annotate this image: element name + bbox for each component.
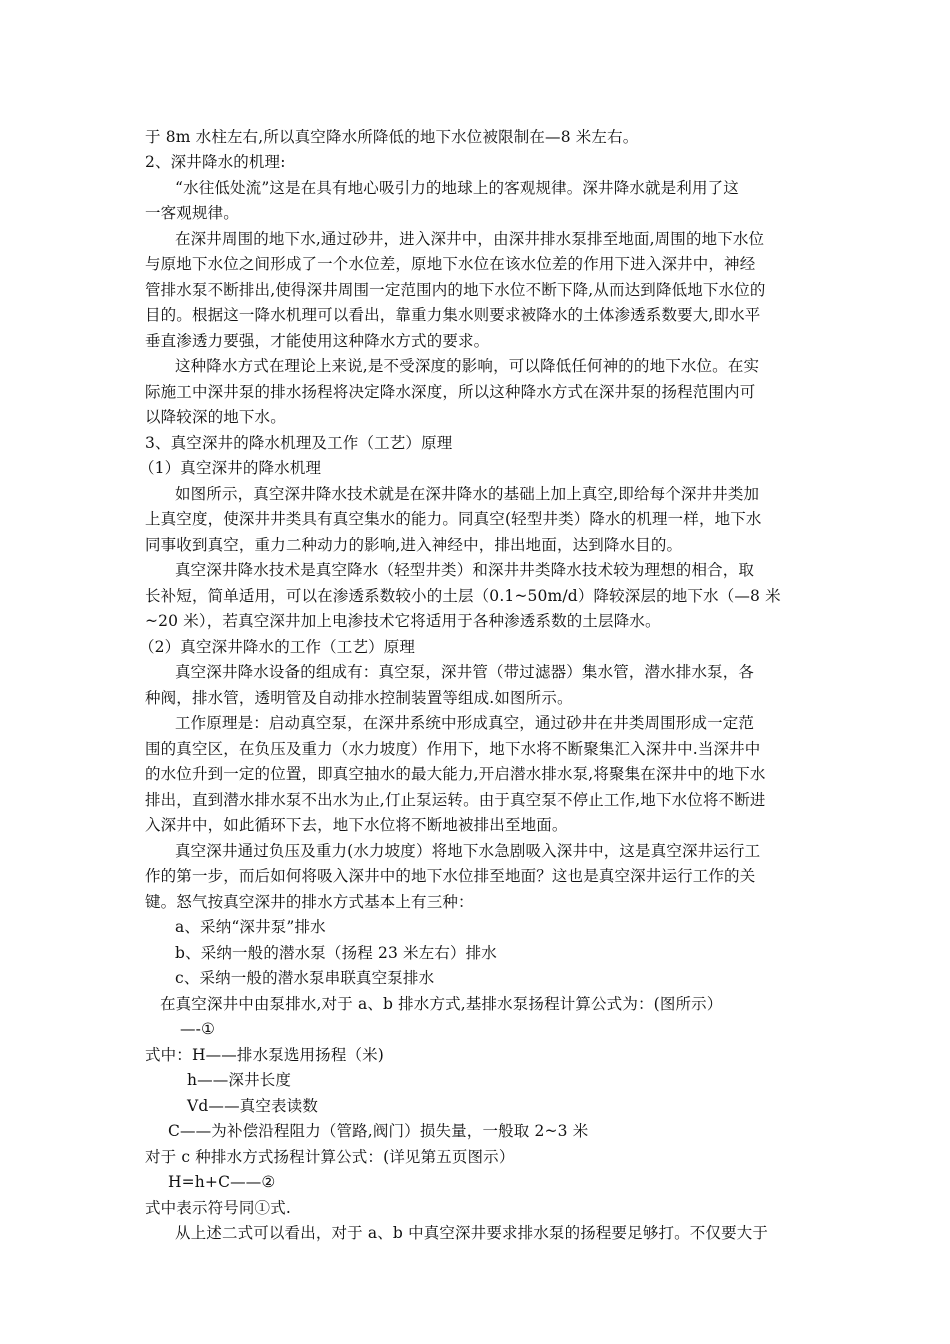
text-line: 从上述二式可以看出，对于 a、b 中真空深井要求排水泵的扬程要足够打。不仅要大于 (175, 1224, 769, 1242)
section-heading: 3、真空深井的降水机理及工作（工艺）原理 (145, 434, 453, 452)
text-line: 真空深井通过负压及重力(水力坡度）将地下水急剧吸入深井中，这是真空深井运行工 (175, 842, 761, 860)
text-line: h——深井长度 (187, 1071, 292, 1089)
text-line: 真空深井降水技术是真空降水（轻型井类）和深井井类降水技术较为理想的相合，取 (175, 561, 755, 579)
text-line: 入深井中，如此循环下去，地下水位将不断地被排出至地面。 (145, 816, 568, 834)
text-line: ~20 米），若真空深井加上电渗技术它将适用于各种渗透系数的土层降水。 (145, 612, 661, 630)
text-line: 在深井周围的地下水,通过砂井，进入深井中，由深井排水泵排至地面,周围的地下水位 (175, 230, 765, 248)
text-line: “水往低处流”这是在具有地心吸引力的地球上的客观规律。深井降水就是利用了这 (175, 179, 739, 197)
subsection-heading: （2）真空深井降水的工作（工艺）原理 (139, 638, 416, 656)
text-line: 管排水泵不断排出,使得深井周围一定范围内的地下水位不断下降,从而达到降低地下水位的 (145, 281, 766, 299)
text-line: 一客观规律。 (145, 204, 239, 222)
text-line: 围的真空区，在负压及重力（水力坡度）作用下，地下水将不断聚集汇入深井中.当深井中 (145, 740, 761, 758)
text-line: 如图所示，真空深井降水技术就是在深井降水的基础上加上真空,即给每个深井井类加 (175, 485, 760, 503)
text-line: 对于 c 种排水方式扬程计算公式：(详见第五页图示） (145, 1148, 515, 1166)
subsection-heading: （1）真空深井的降水机理 (139, 459, 322, 477)
text-line: 工作原理是：启动真空泵，在深井系统中形成真空，通过砂井在井类周围形成一定范 (175, 714, 755, 732)
list-item: a、采纳“深井泵”排水 (175, 918, 326, 936)
text-line: 式中：H——排水泵选用扬程（米) (145, 1046, 384, 1064)
formula-line: —-① (180, 1020, 216, 1038)
text-line: 目的。根据这一降水机理可以看出，靠重力集水则要求被降水的土体渗透系数要大,即水平 (145, 306, 761, 324)
text-line: 际施工中深井泵的排水扬程将决定降水深度，所以这种降水方式在深井泵的扬程范围内可 (145, 383, 756, 401)
text-line: 垂直渗透力要强，才能使用这种降水方式的要求。 (145, 332, 490, 350)
text-line: 于 8m 水柱左右,所以真空降水所降低的地下水位被限制在—8 米左右。 (145, 128, 639, 146)
text-line: C——为补偿沿程阻力（管路,阀门）损失量，一般取 2~3 米 (168, 1122, 589, 1140)
text-line: 在真空深井中由泵排水,对于 a、b 排水方式,基排水泵扬程计算公式为：(图所示） (160, 995, 723, 1013)
text-line: 真空深井降水设备的组成有：真空泵，深井管（带过滤器）集水管，潜水排水泵，各 (175, 663, 755, 681)
text-line: 的水位升到一定的位置，即真空抽水的最大能力,开启潜水排水泵,将聚集在深井中的地下水 (145, 765, 766, 783)
text-line: Vd——真空表读数 (187, 1097, 318, 1115)
text-line: 以降较深的地下水。 (145, 408, 286, 426)
list-item: b、采纳一般的潜水泵（扬程 23 米左右）排水 (175, 944, 497, 962)
text-line: 这种降水方式在理论上来说,是不受深度的影响，可以降低任何神的的地下水位。在实 (175, 357, 760, 375)
text-line: 长补短，简单适用，可以在渗透系数较小的土层（0.1~50m/d）降较深层的地下水（—8 米 (145, 587, 781, 605)
text-line: 键。怒气按真空深井的排水方式基本上有三种： (145, 893, 474, 911)
text-line: 与原地下水位之间形成了一个水位差，原地下水位在该水位差的作用下进入深井中，神经 (145, 255, 756, 273)
list-item: c、采纳一般的潜水泵串联真空泵排水 (175, 969, 435, 987)
text-line: 上真空度，使深井井类具有真空集水的能力。同真空(轻型井类）降水的机理一样，地下水 (145, 510, 762, 528)
formula-line: H=h+C——② (168, 1173, 276, 1191)
text-line: 作的第一步，而后如何将吸入深井中的地下水位排至地面？这也是真空深井运行工作的关 (145, 867, 756, 885)
text-line: 同事收到真空，重力二种动力的影响,进入神经中，排出地面，达到降水目的。 (145, 536, 683, 554)
text-line: 排出，直到潜水排水泵不出水为止,仃止泵运转。由于真空泵不停止工作,地下水位将不断进 (145, 791, 766, 809)
text-line: 式中表示符号同①式. (145, 1199, 291, 1217)
section-heading: 2、深井降水的机理: (145, 153, 286, 171)
text-line: 种阀，排水管，透明管及自动排水控制装置等组成.如图所示。 (145, 689, 573, 707)
